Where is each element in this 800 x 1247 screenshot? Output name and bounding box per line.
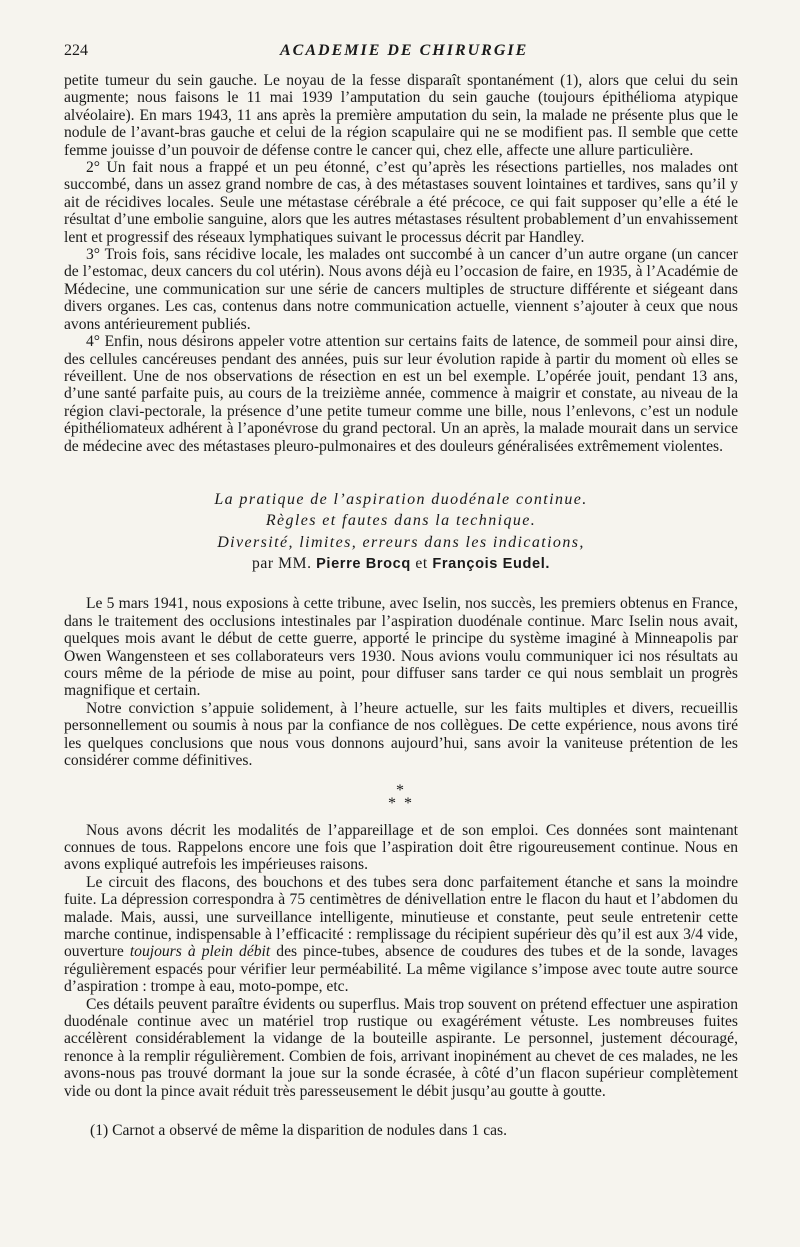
paragraph: petite tumeur du sein gauche. Le noyau de la fesse disparaît spontanément (1), alors que celui du sein augmente; nous faisons le 11 mai 1939 l’amputation du sein gauche (toujours épithélioma atypique alvéolaire). En mars 1943, 11 ans après la première amputation du sein, la malade ne présente plus que le nodule de l’avant-bras gauche et celui de la région scapulaire qui ne se modifient pas. Il semble que cette femme jouisse d’un pouvoir de défense contre le cancer qui, chez elle, affecte une allure particulière. xyxy=(64,72,738,159)
footnote: (1) Carnot a observé de même la disparition de nodules dans 1 cas. xyxy=(90,1122,508,1139)
previous-article-text xyxy=(64,72,738,455)
paragraph: 3° Trois fois, sans récidive locale, les malades ont succombé à un cancer d’un autre organe (un cancer de l’estomac, deux cancers du col utérin). Nous avons déjà eu l’occasion de faire, en 1935, à l’Académie de Médecine, une communication sur une série de cancers multiples de structure différente et siégeant dans divers organes. Les cas, contenus dans notre communication actuelle, viennent s’ajouter à ceux que nous avons antérieurement publiés. xyxy=(64,246,738,333)
title-line: La pratique de l’aspiration duodénale continue. xyxy=(214,490,588,508)
paragraph-text: Le circuit des flacons, des bouchons et des tubes sera donc parfaitement étanche et sans la moindre fuite. La dépression correspondra à 75 centimètres de dénivellation entre le flacon du haut et l’abdomen du malade. Mais, aussi, une surveillance intelligente, minutieuse et constante, peut seule entretenir cette marche continue, indispensable à l’efficacité : remplissage du récipient supérieur dès qu’il est aux 3/4 vide, ouverture xyxy=(64,873,738,961)
byline-joiner: et xyxy=(415,555,428,573)
paragraph: Nous avons décrit les modalités de l’appareillage et de son emploi. Ces données sont maintenant connues de tous. Rappelons encore une fois que l’aspiration doit être rigoureusement continue. Nous en avons expliqué autrefois les impérieuses raisons. xyxy=(64,821,738,874)
asterisk-top: * xyxy=(396,781,406,799)
title-line: Diversité, limites, erreurs dans les indications, xyxy=(217,533,585,551)
paragraph: Le 5 mars 1941, nous exposions à cette tribune, avec Iselin, nos succès, les premiers obtenus en France, dans le traitement des occlusions intestinales par l’aspiration duodénale continue. Marc Iselin nous avait, quelques mois avant le début de cette guerre, apporté le principe du système imaginé à Minneapolis par Owen Wangensteen et ses collaborateurs vers 1930. Nous avions voulu communiquer ici nos résultats au cours même de la période de mise au point, pour diffuser sans tarder ce qui nous semblait un progrès magnifique et certain. xyxy=(64,595,738,700)
title-line: Règles et fautes dans la technique. xyxy=(265,512,537,530)
running-head: ACADEMIE DE CHIRURGIE xyxy=(280,42,529,59)
emphasis-text: toujours à plein débit xyxy=(129,943,271,961)
page-number: 224 xyxy=(64,42,88,59)
paragraph: 4° Enfin, nous désirons appeler votre attention sur certains faits de latence, de sommeil pour ainsi dire, des cellules cancéreuses pendant des années, puis sur leur évolution rapide à partir du moment où elles se réveillent. Une de nos observations de résection en est un bel exemple. L’opérée jouit, pendant 13 ans, d’une santé parfaite puis, au cours de la treizième année, commence à maigrir et constate, au niveau de la région clavi-pectorale, la présence d’une petite tumeur comme une bille, nous l’enlevons, c’est un nodule épithéliomateux adhérent à l’aponévrose du grand pectoral. Un an après, la malade mourait dans un service de médecine avec des métastases pleuro-pulmonaires et des douleurs généralisées extrêmement violentes. xyxy=(64,333,738,455)
author-name: François Eudel. xyxy=(432,556,551,573)
paragraph: Notre conviction s’appuie solidement, à l’heure actuelle, sur les faits multiples et divers, recueillis personnellement ou soumis à nous par la confiance de nos collègues. De cette expérience, nous avons tiré les quelques conclusions que nous vous donnons aujourd’hui, sans avoir la vaniteuse prétention de les considérer comme définitives. xyxy=(64,699,738,770)
paragraph-text: des pince-tubes, absence de coudures des tubes et de la sonde, lavages régulièrement espacés pour vérifier leur perméabilité. La même vigilance s’impose avec toute autre source d’aspiration : trompe à eau, moto-pompe, etc. xyxy=(64,943,738,996)
page-header xyxy=(64,42,738,72)
paragraph: 2° Un fait nous a frappé et un peu étonné, c’est qu’après les résections partielles, nos malades ont succombé, dans un assez grand nombre de cas, à des métastases souvent lointaines et tardives, sans qu’il y ait de récidives locales. Seule une métastase cérébrale a été précoce, ce qui fait supposer qu’elle a été le résultat d’une embolie sanguine, alors que les autres métastases résultent probablement d’un envahissement lent et progressif des réseaux lymphatiques suivant le processus décrit par Handley. xyxy=(64,159,738,246)
asterisk-bottom: * * xyxy=(388,794,414,812)
paragraph xyxy=(64,874,738,996)
paragraph: Ces détails peuvent paraître évidents ou superflus. Mais trop souvent on prétend effectuer une aspiration duodénale continue avec un matériel trop rustique ou exagérément vétuste. Les nombreuses fuites accélèrent considérablement la vidange de la bouteille aspirante. Le personnel, justement découragé, renonce à la remplir régulièrement. Combien de fois, arrivant inopinément au chevet de ces malades, ne les avons-nous pas trouvé dormant la joue sur la sonde écrasée, à côté d’un flacon supérieur complètement vide ou dont la pince avait réduit très paresseusement le débit jusqu’au goutte à goutte. xyxy=(64,995,738,1100)
byline xyxy=(64,553,738,575)
section-separator xyxy=(64,781,738,812)
article-title xyxy=(64,489,738,576)
article-body xyxy=(64,595,738,1100)
byline-prefix: par MM. xyxy=(251,555,312,573)
author-name: Pierre Brocq xyxy=(316,556,411,573)
